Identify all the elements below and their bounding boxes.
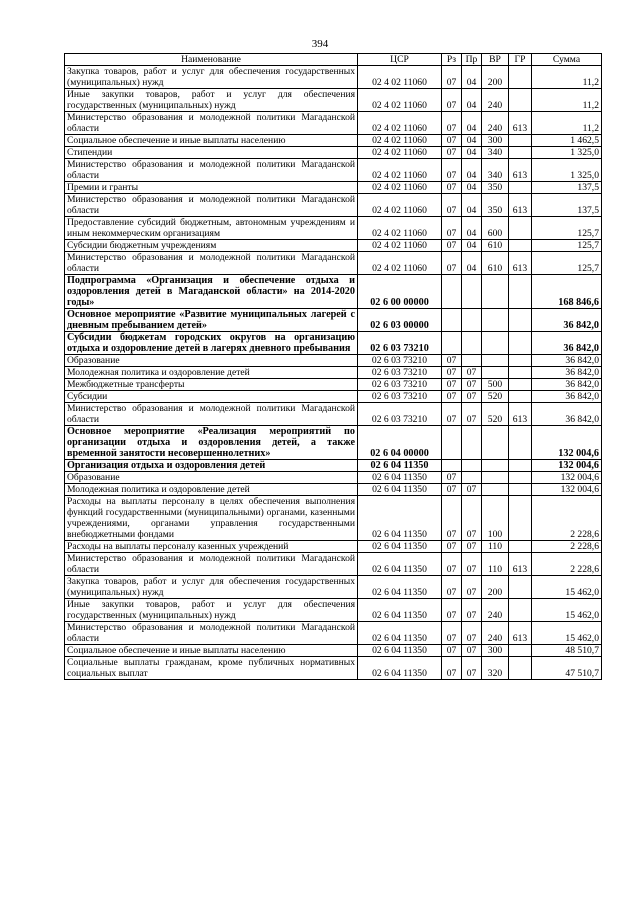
cell-gr — [509, 484, 532, 496]
table-row — [65, 541, 602, 553]
cell-pr: 04 — [462, 89, 482, 112]
cell-name: Молодежная политика и оздоровление детей — [65, 484, 358, 496]
cell-vr — [482, 460, 509, 472]
cell-name: Министерство образования и молодежной политики Магаданской области — [65, 159, 358, 182]
cell-csr: 02 6 03 00000 — [358, 309, 442, 332]
cell-rz — [442, 275, 462, 309]
cell-name: Стипендии — [65, 147, 358, 159]
cell-name: Образование — [65, 355, 358, 367]
header-sum: Сумма — [532, 54, 602, 66]
cell-csr: 02 4 02 11060 — [358, 112, 442, 135]
cell-gr: 613 — [509, 553, 532, 576]
cell-rz: 07 — [442, 66, 462, 89]
cell-rz: 07 — [442, 391, 462, 403]
table-row — [65, 622, 602, 645]
cell-vr: 520 — [482, 391, 509, 403]
cell-csr: 02 6 03 73210 — [358, 355, 442, 367]
cell-gr — [509, 66, 532, 89]
cell-vr: 600 — [482, 217, 509, 240]
cell-pr — [462, 472, 482, 484]
cell-rz: 07 — [442, 182, 462, 194]
table-row — [65, 135, 602, 147]
cell-rz: 07 — [442, 89, 462, 112]
cell-pr: 07 — [462, 657, 482, 680]
cell-csr: 02 4 02 11060 — [358, 194, 442, 217]
cell-vr: 110 — [482, 541, 509, 553]
cell-sum: 15 462,0 — [532, 622, 602, 645]
cell-name: Расходы на выплаты персоналу казенных учреждений — [65, 541, 358, 553]
cell-pr — [462, 332, 482, 355]
cell-pr — [462, 355, 482, 367]
cell-vr: 100 — [482, 496, 509, 541]
cell-csr: 02 6 04 11350 — [358, 553, 442, 576]
cell-name: Закупка товаров, работ и услуг для обеспечения государственных (муниципальных) нужд — [65, 576, 358, 599]
cell-sum: 36 842,0 — [532, 367, 602, 379]
cell-name: Расходы на выплаты персоналу в целях обеспечения выполнения функций государственными (муниципальными) органами, казенными учреждениями, органами управления государственными внебюджетными фондами — [65, 496, 358, 541]
cell-csr: 02 6 04 11350 — [358, 472, 442, 484]
cell-sum: 137,5 — [532, 182, 602, 194]
cell-csr: 02 6 03 73210 — [358, 403, 442, 426]
cell-rz: 07 — [442, 379, 462, 391]
table-row — [65, 355, 602, 367]
cell-name: Министерство образования и молодежной политики Магаданской области — [65, 622, 358, 645]
cell-csr: 02 4 02 11060 — [358, 66, 442, 89]
cell-rz: 07 — [442, 367, 462, 379]
cell-name: Министерство образования и молодежной политики Магаданской области — [65, 252, 358, 275]
cell-gr — [509, 645, 532, 657]
cell-rz: 07 — [442, 355, 462, 367]
cell-name: Предоставление субсидий бюджетным, автономным учреждениям и иным некоммерческим организациям — [65, 217, 358, 240]
cell-sum: 15 462,0 — [532, 599, 602, 622]
cell-sum: 132 004,6 — [532, 472, 602, 484]
cell-name: Министерство образования и молодежной политики Магаданской области — [65, 194, 358, 217]
cell-gr — [509, 657, 532, 680]
cell-vr — [482, 484, 509, 496]
cell-name: Министерство образования и молодежной политики Магаданской области — [65, 553, 358, 576]
cell-sum: 11,2 — [532, 112, 602, 135]
cell-vr: 300 — [482, 645, 509, 657]
cell-sum: 1 325,0 — [532, 147, 602, 159]
cell-sum: 132 004,6 — [532, 426, 602, 460]
cell-pr: 07 — [462, 403, 482, 426]
cell-name: Субсидии бюджетам городских округов на организацию отдыха и оздоровление детей в лагерях дневного пребывания — [65, 332, 358, 355]
table-row — [65, 66, 602, 89]
cell-name: Премии и гранты — [65, 182, 358, 194]
cell-rz — [442, 332, 462, 355]
cell-gr — [509, 460, 532, 472]
cell-csr: 02 6 04 11350 — [358, 541, 442, 553]
header-csr: ЦСР — [358, 54, 442, 66]
table-row — [65, 194, 602, 217]
cell-csr: 02 4 02 11060 — [358, 182, 442, 194]
cell-vr: 350 — [482, 182, 509, 194]
cell-rz: 07 — [442, 496, 462, 541]
cell-rz: 07 — [442, 252, 462, 275]
cell-gr — [509, 426, 532, 460]
cell-rz — [442, 309, 462, 332]
cell-vr: 240 — [482, 112, 509, 135]
table-row — [65, 484, 602, 496]
cell-pr: 07 — [462, 553, 482, 576]
cell-sum: 36 842,0 — [532, 332, 602, 355]
cell-sum: 132 004,6 — [532, 484, 602, 496]
cell-rz — [442, 426, 462, 460]
cell-rz: 07 — [442, 645, 462, 657]
cell-vr: 500 — [482, 379, 509, 391]
cell-csr: 02 6 03 73210 — [358, 379, 442, 391]
cell-csr: 02 4 02 11060 — [358, 252, 442, 275]
cell-sum: 168 846,6 — [532, 275, 602, 309]
cell-pr: 04 — [462, 66, 482, 89]
cell-gr — [509, 89, 532, 112]
cell-rz: 07 — [442, 622, 462, 645]
cell-csr: 02 6 04 11350 — [358, 622, 442, 645]
budget-table — [64, 53, 602, 680]
cell-sum: 125,7 — [532, 240, 602, 252]
cell-rz: 07 — [442, 576, 462, 599]
header-rz: Рз — [442, 54, 462, 66]
cell-vr — [482, 275, 509, 309]
cell-gr — [509, 541, 532, 553]
cell-gr: 613 — [509, 194, 532, 217]
cell-name: Молодежная политика и оздоровление детей — [65, 367, 358, 379]
table-row — [65, 403, 602, 426]
cell-name: Социальное обеспечение и иные выплаты населению — [65, 645, 358, 657]
table-row — [65, 182, 602, 194]
cell-sum: 125,7 — [532, 217, 602, 240]
cell-csr: 02 4 02 11060 — [358, 159, 442, 182]
table-header-row — [65, 54, 602, 66]
cell-sum: 36 842,0 — [532, 391, 602, 403]
cell-pr: 04 — [462, 147, 482, 159]
cell-gr: 613 — [509, 112, 532, 135]
cell-vr: 110 — [482, 553, 509, 576]
cell-csr: 02 6 00 00000 — [358, 275, 442, 309]
cell-vr: 300 — [482, 135, 509, 147]
cell-gr — [509, 332, 532, 355]
cell-sum: 36 842,0 — [532, 309, 602, 332]
cell-pr: 07 — [462, 541, 482, 553]
cell-pr: 07 — [462, 576, 482, 599]
cell-rz — [442, 460, 462, 472]
cell-sum: 36 842,0 — [532, 355, 602, 367]
cell-gr — [509, 135, 532, 147]
cell-sum: 1 325,0 — [532, 159, 602, 182]
table-row — [65, 147, 602, 159]
cell-csr: 02 6 03 73210 — [358, 367, 442, 379]
cell-pr — [462, 460, 482, 472]
cell-name: Организация отдыха и оздоровления детей — [65, 460, 358, 472]
cell-gr — [509, 599, 532, 622]
cell-gr: 613 — [509, 622, 532, 645]
cell-csr: 02 4 02 11060 — [358, 89, 442, 112]
table-row — [65, 553, 602, 576]
cell-sum: 2 228,6 — [532, 553, 602, 576]
cell-sum: 2 228,6 — [532, 541, 602, 553]
table-row — [65, 309, 602, 332]
table-row — [65, 275, 602, 309]
cell-csr: 02 4 02 11060 — [358, 217, 442, 240]
cell-rz: 07 — [442, 135, 462, 147]
cell-sum: 15 462,0 — [532, 576, 602, 599]
header-pr: Пр — [462, 54, 482, 66]
cell-gr — [509, 576, 532, 599]
cell-rz: 07 — [442, 472, 462, 484]
cell-vr: 200 — [482, 66, 509, 89]
cell-pr: 07 — [462, 367, 482, 379]
cell-gr: 613 — [509, 403, 532, 426]
cell-pr: 04 — [462, 252, 482, 275]
cell-rz: 07 — [442, 194, 462, 217]
cell-gr — [509, 275, 532, 309]
cell-rz: 07 — [442, 159, 462, 182]
cell-rz: 07 — [442, 657, 462, 680]
table-row — [65, 426, 602, 460]
cell-gr — [509, 391, 532, 403]
cell-gr — [509, 472, 532, 484]
cell-sum: 1 462,5 — [532, 135, 602, 147]
header-gr: ГР — [509, 54, 532, 66]
cell-gr: 613 — [509, 159, 532, 182]
table-row — [65, 645, 602, 657]
cell-sum: 36 842,0 — [532, 379, 602, 391]
table-row — [65, 252, 602, 275]
cell-csr: 02 6 04 00000 — [358, 426, 442, 460]
cell-gr — [509, 367, 532, 379]
cell-csr: 02 6 04 11350 — [358, 460, 442, 472]
cell-vr — [482, 472, 509, 484]
cell-vr: 240 — [482, 622, 509, 645]
cell-vr: 520 — [482, 403, 509, 426]
cell-name: Основное мероприятие «Развитие муниципальных лагерей с дневным пребыванием детей» — [65, 309, 358, 332]
cell-name: Социальные выплаты гражданам, кроме публичных нормативных социальных выплат — [65, 657, 358, 680]
cell-csr: 02 4 02 11060 — [358, 240, 442, 252]
cell-sum: 36 842,0 — [532, 403, 602, 426]
cell-vr: 610 — [482, 240, 509, 252]
table-row — [65, 332, 602, 355]
cell-pr: 04 — [462, 135, 482, 147]
cell-vr: 240 — [482, 599, 509, 622]
cell-sum: 137,5 — [532, 194, 602, 217]
page-number: 394 — [311, 38, 329, 50]
cell-name: Министерство образования и молодежной политики Магаданской области — [65, 112, 358, 135]
cell-vr: 350 — [482, 194, 509, 217]
cell-name: Субсидии — [65, 391, 358, 403]
cell-pr: 07 — [462, 599, 482, 622]
cell-rz: 07 — [442, 403, 462, 426]
cell-name: Образование — [65, 472, 358, 484]
cell-name: Межбюджетные трансферты — [65, 379, 358, 391]
cell-pr: 07 — [462, 484, 482, 496]
cell-gr — [509, 182, 532, 194]
cell-vr — [482, 309, 509, 332]
cell-vr: 320 — [482, 657, 509, 680]
cell-csr: 02 6 04 11350 — [358, 484, 442, 496]
cell-rz: 07 — [442, 217, 462, 240]
cell-sum: 132 004,6 — [532, 460, 602, 472]
cell-pr: 07 — [462, 496, 482, 541]
table-row — [65, 217, 602, 240]
cell-vr — [482, 367, 509, 379]
cell-pr: 04 — [462, 194, 482, 217]
table-row — [65, 391, 602, 403]
table-row — [65, 89, 602, 112]
cell-csr: 02 6 04 11350 — [358, 496, 442, 541]
cell-csr: 02 6 04 11350 — [358, 645, 442, 657]
cell-vr: 610 — [482, 252, 509, 275]
cell-pr: 04 — [462, 112, 482, 135]
table-row — [65, 460, 602, 472]
table-row — [65, 159, 602, 182]
cell-csr: 02 6 03 73210 — [358, 391, 442, 403]
cell-gr — [509, 240, 532, 252]
cell-pr — [462, 275, 482, 309]
cell-pr — [462, 309, 482, 332]
cell-name: Министерство образования и молодежной политики Магаданской области — [65, 403, 358, 426]
table-body — [65, 66, 602, 680]
table-row — [65, 496, 602, 541]
cell-csr: 02 4 02 11060 — [358, 135, 442, 147]
table-row — [65, 367, 602, 379]
cell-rz: 07 — [442, 484, 462, 496]
cell-gr — [509, 496, 532, 541]
cell-name: Основное мероприятие «Реализация мероприятий по организации отдыха и оздоровления детей, а также временной занятости несовершеннолетних» — [65, 426, 358, 460]
cell-name: Иные закупки товаров, работ и услуг для обеспечения государственных (муниципальных) нужд — [65, 89, 358, 112]
cell-csr: 02 4 02 11060 — [358, 147, 442, 159]
cell-csr: 02 6 04 11350 — [358, 576, 442, 599]
table-row — [65, 599, 602, 622]
cell-name: Социальное обеспечение и иные выплаты населению — [65, 135, 358, 147]
cell-csr: 02 6 04 11350 — [358, 599, 442, 622]
cell-pr: 04 — [462, 240, 482, 252]
cell-name: Иные закупки товаров, работ и услуг для обеспечения государственных (муниципальных) нужд — [65, 599, 358, 622]
table-row — [65, 379, 602, 391]
cell-gr — [509, 309, 532, 332]
cell-pr: 07 — [462, 645, 482, 657]
cell-gr — [509, 217, 532, 240]
cell-vr: 340 — [482, 159, 509, 182]
cell-vr — [482, 355, 509, 367]
cell-pr — [462, 426, 482, 460]
cell-name: Субсидии бюджетным учреждениям — [65, 240, 358, 252]
cell-vr — [482, 332, 509, 355]
cell-gr — [509, 379, 532, 391]
cell-gr — [509, 355, 532, 367]
cell-vr — [482, 426, 509, 460]
cell-name: Подпрограмма «Организация и обеспечение отдыха и оздоровления детей в Магаданской области» на 2014-2020 годы» — [65, 275, 358, 309]
cell-rz: 07 — [442, 553, 462, 576]
table-row — [65, 240, 602, 252]
cell-sum: 48 510,7 — [532, 645, 602, 657]
header-vr: ВР — [482, 54, 509, 66]
header-name: Наименование — [65, 54, 358, 66]
table-row — [65, 472, 602, 484]
cell-pr: 07 — [462, 391, 482, 403]
cell-csr: 02 6 03 73210 — [358, 332, 442, 355]
cell-name: Закупка товаров, работ и услуг для обеспечения государственных (муниципальных) нужд — [65, 66, 358, 89]
table-row — [65, 657, 602, 680]
cell-sum: 125,7 — [532, 252, 602, 275]
table-row — [65, 576, 602, 599]
cell-vr: 340 — [482, 147, 509, 159]
cell-pr: 04 — [462, 217, 482, 240]
cell-gr — [509, 147, 532, 159]
cell-rz: 07 — [442, 147, 462, 159]
cell-rz: 07 — [442, 112, 462, 135]
cell-gr: 613 — [509, 252, 532, 275]
cell-rz: 07 — [442, 599, 462, 622]
cell-pr: 04 — [462, 182, 482, 194]
cell-vr: 240 — [482, 89, 509, 112]
cell-sum: 11,2 — [532, 66, 602, 89]
cell-sum: 2 228,6 — [532, 496, 602, 541]
cell-csr: 02 6 04 11350 — [358, 657, 442, 680]
table-row — [65, 112, 602, 135]
cell-pr: 07 — [462, 622, 482, 645]
cell-sum: 11,2 — [532, 89, 602, 112]
cell-pr: 07 — [462, 379, 482, 391]
cell-vr: 200 — [482, 576, 509, 599]
cell-rz: 07 — [442, 541, 462, 553]
cell-pr: 04 — [462, 159, 482, 182]
cell-rz: 07 — [442, 240, 462, 252]
cell-sum: 47 510,7 — [532, 657, 602, 680]
